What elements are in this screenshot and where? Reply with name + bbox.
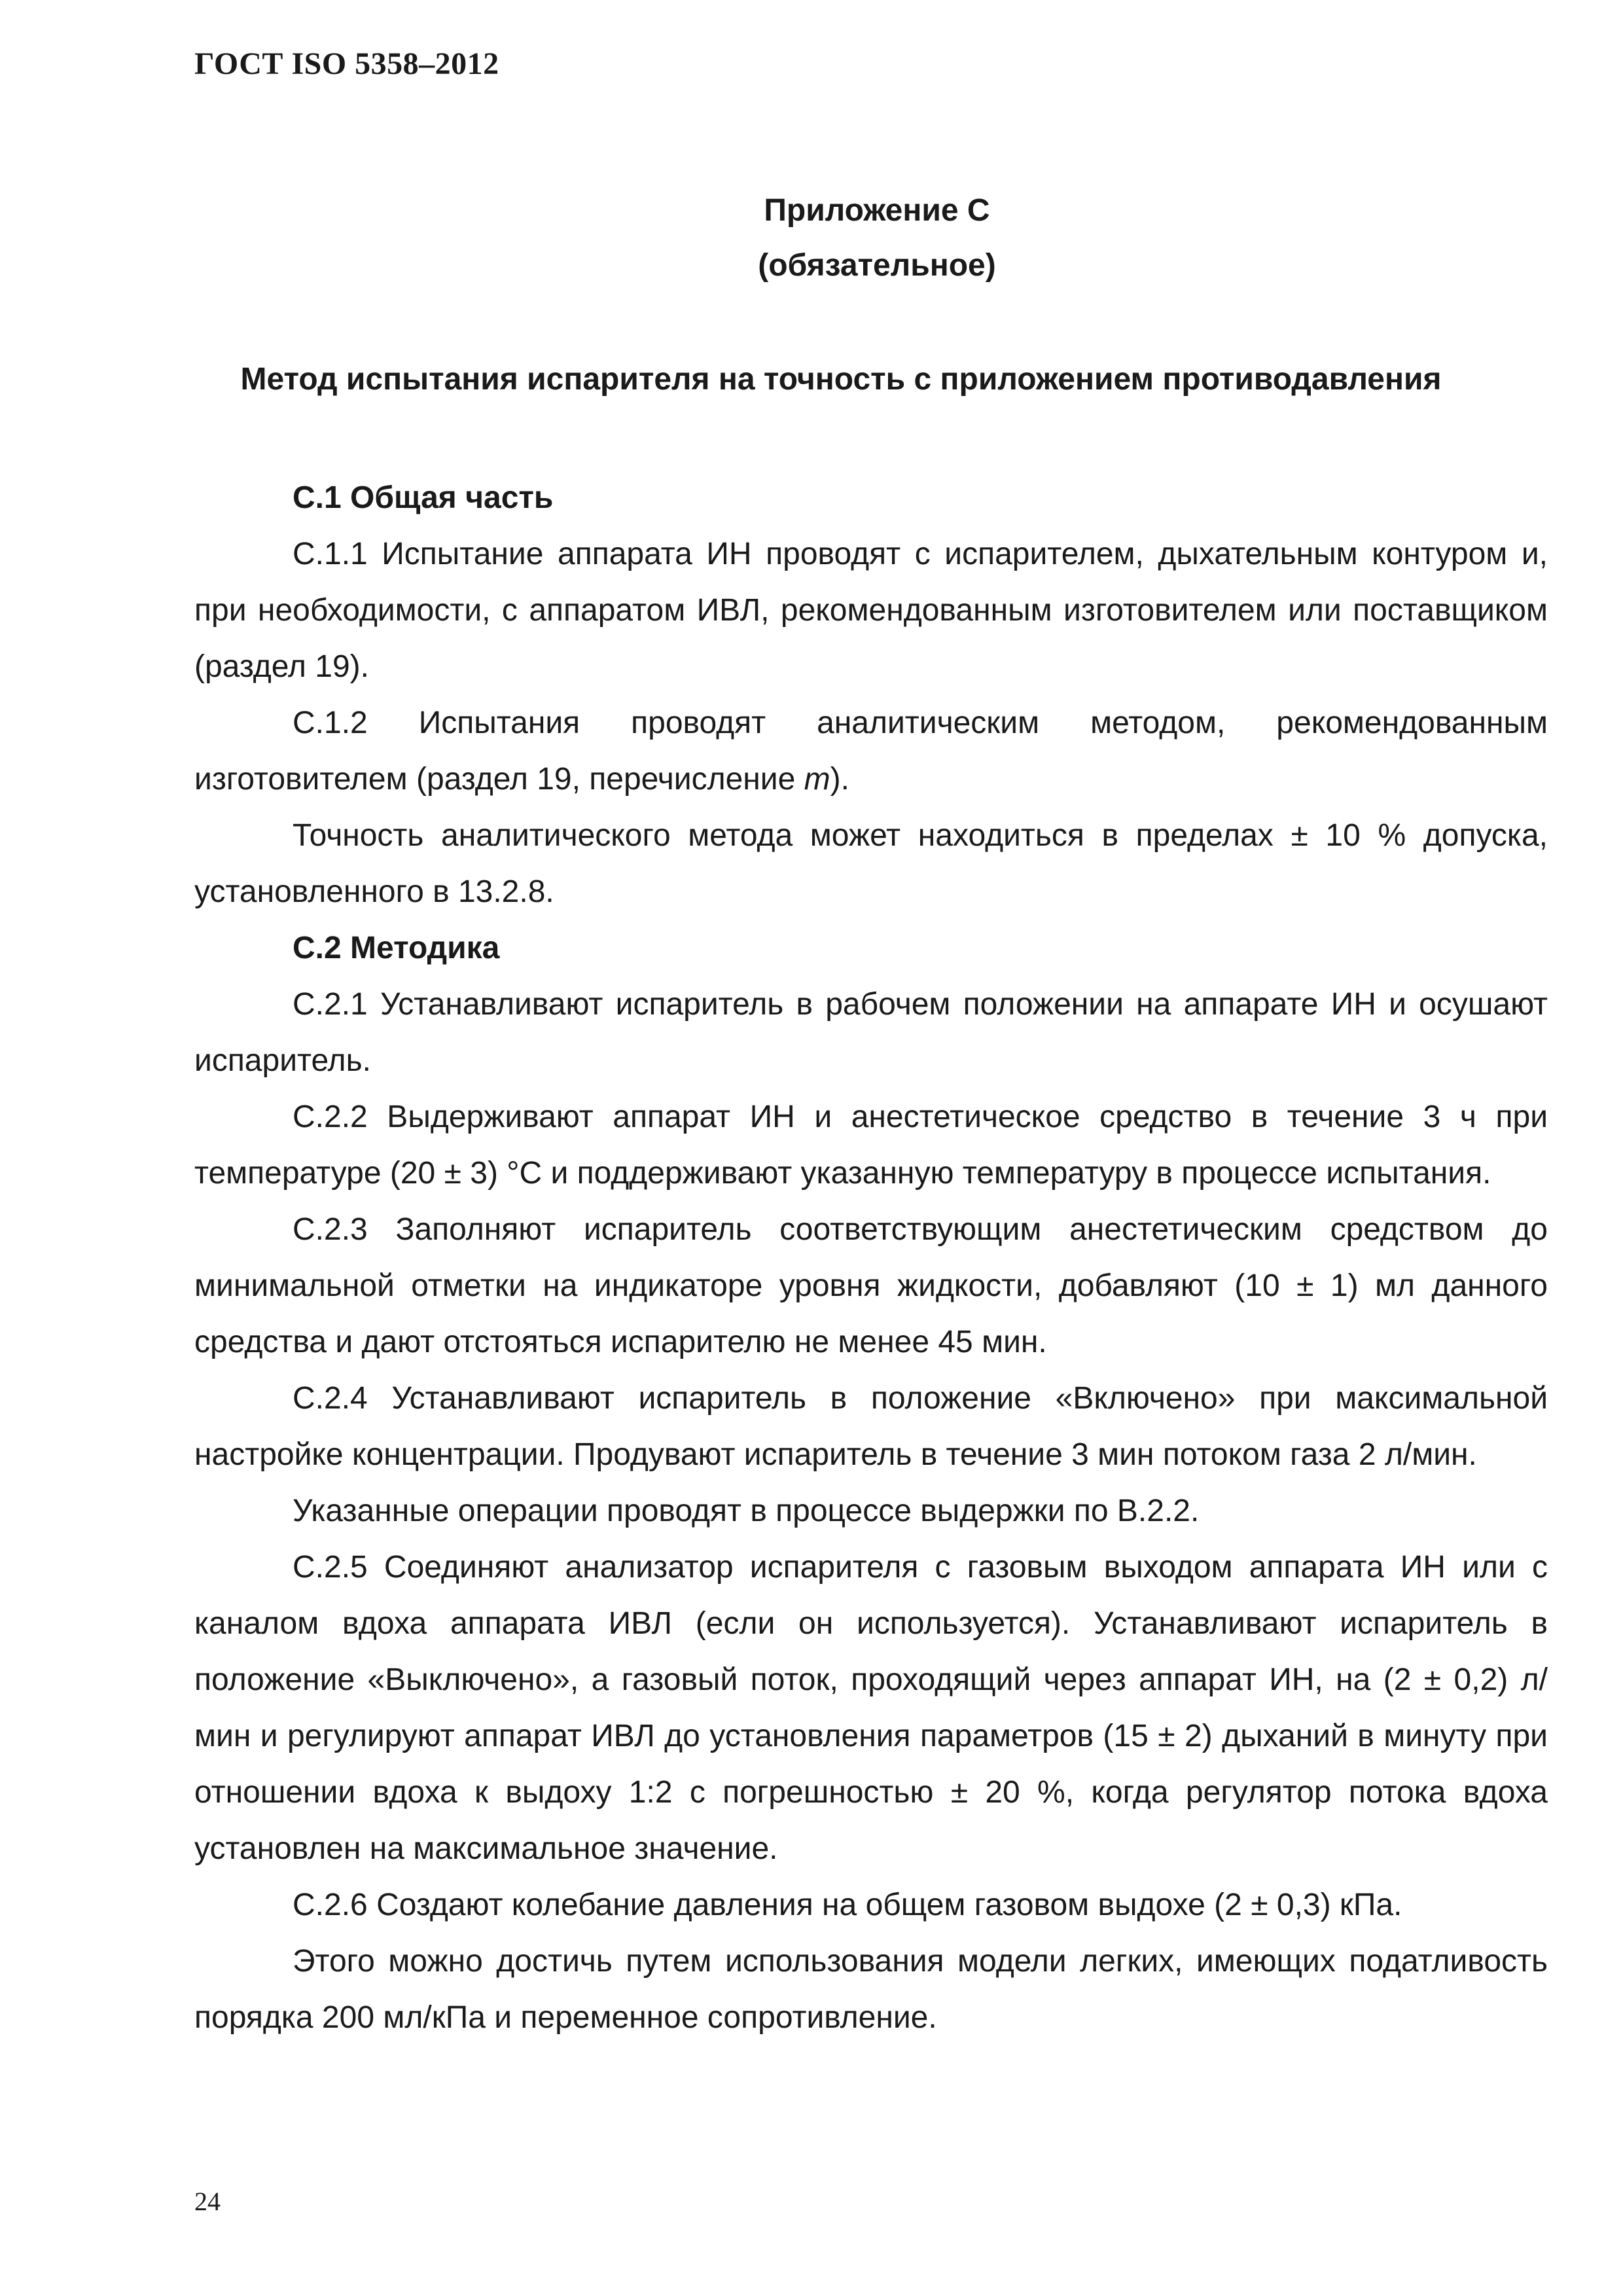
page-number: 24	[194, 2187, 221, 2216]
document-title: Метод испытания испарителя на точность с приложением противодавления	[240, 362, 1442, 397]
document-body	[194, 470, 1548, 2046]
appendix-type: (обязательное)	[758, 248, 996, 283]
section-c1-heading: С.1 Общая часть	[293, 480, 554, 515]
paragraph-c2-4: С.2.4 Устанавливают испаритель в положение «Включено» при максимальной настройке концентрации. Продувают испаритель в течение 3 мин потоком газа 2 л/мин.	[194, 1381, 1548, 1472]
paragraph-c1-1: С.1.1 Испытание аппарата ИН проводят с испарителем, дыхательным контуром и, при необходимости, с аппаратом ИВЛ, рекомендованным изготовителем или поставщиком (раздел 19).	[194, 537, 1548, 684]
paragraph-c2-2: С.2.2 Выдерживают аппарат ИН и анестетическое средство в течение 3 ч при температуре (20 ± 3) °С и поддерживают указанную температуру в процессе испытания.	[194, 1100, 1548, 1191]
paragraph-c1-2	[194, 695, 1548, 808]
paragraph-c2-4-note: Указанные операции проводят в процессе выдержки по В.2.2.	[293, 1494, 1200, 1528]
paragraph-c1-2-italic: m	[804, 762, 830, 797]
paragraph-c2-6-note: Этого можно достичь путем использования модели легких, имеющих податливость порядка 200 мл/кПа и переменное сопротивление.	[194, 1944, 1548, 2035]
paragraph-c1-3: Точность аналитического метода может находиться в пределах ± 10 % допуска, установленного в 13.2.8.	[194, 818, 1548, 909]
paragraph-c2-5: С.2.5 Соединяют анализатор испарителя с газовым выходом аппарата ИН или с каналом вдоха аппарата ИВЛ (если он используется). Устанавливают испаритель в положение «Выключено», а газовый поток, проходящий через аппарат ИН, на (2 ± 0,2) л/мин и регулируют аппарат ИВЛ до установления параметров (15 ± 2) дыханий в минуту при отношении вдоха к выдоху 1:2 с погрешностью ± 20 %, когда регулятор потока вдоха установлен на максимальное значение.	[194, 1550, 1548, 1866]
paragraph-c1-2-before: С.1.2 Испытания проводят аналитическим методом, рекомендованным изготовителем (раздел 19, перечисление	[194, 706, 1548, 797]
paragraph-c2-3: С.2.3 Заполняют испаритель соответствующим анестетическим средством до минимальной отметки на индикаторе уровня жидкости, добавляют (10 ± 1) мл данного средства и дают отстояться испарителю не менее 45 мин.	[194, 1212, 1548, 1359]
paragraph-c1-2-after: ).	[830, 762, 849, 797]
standard-header: ГОСТ ISO 5358–2012	[194, 46, 499, 81]
section-c2-heading: С.2 Методика	[293, 931, 500, 965]
paragraph-c2-6: С.2.6 Создают колебание давления на общем газовом выдохе (2 ± 0,3) кПа.	[293, 1888, 1402, 1922]
paragraph-c2-1: С.2.1 Устанавливают испаритель в рабочем положении на аппарате ИН и осушают испаритель.	[194, 987, 1548, 1078]
appendix-title: Приложение С	[764, 193, 990, 228]
